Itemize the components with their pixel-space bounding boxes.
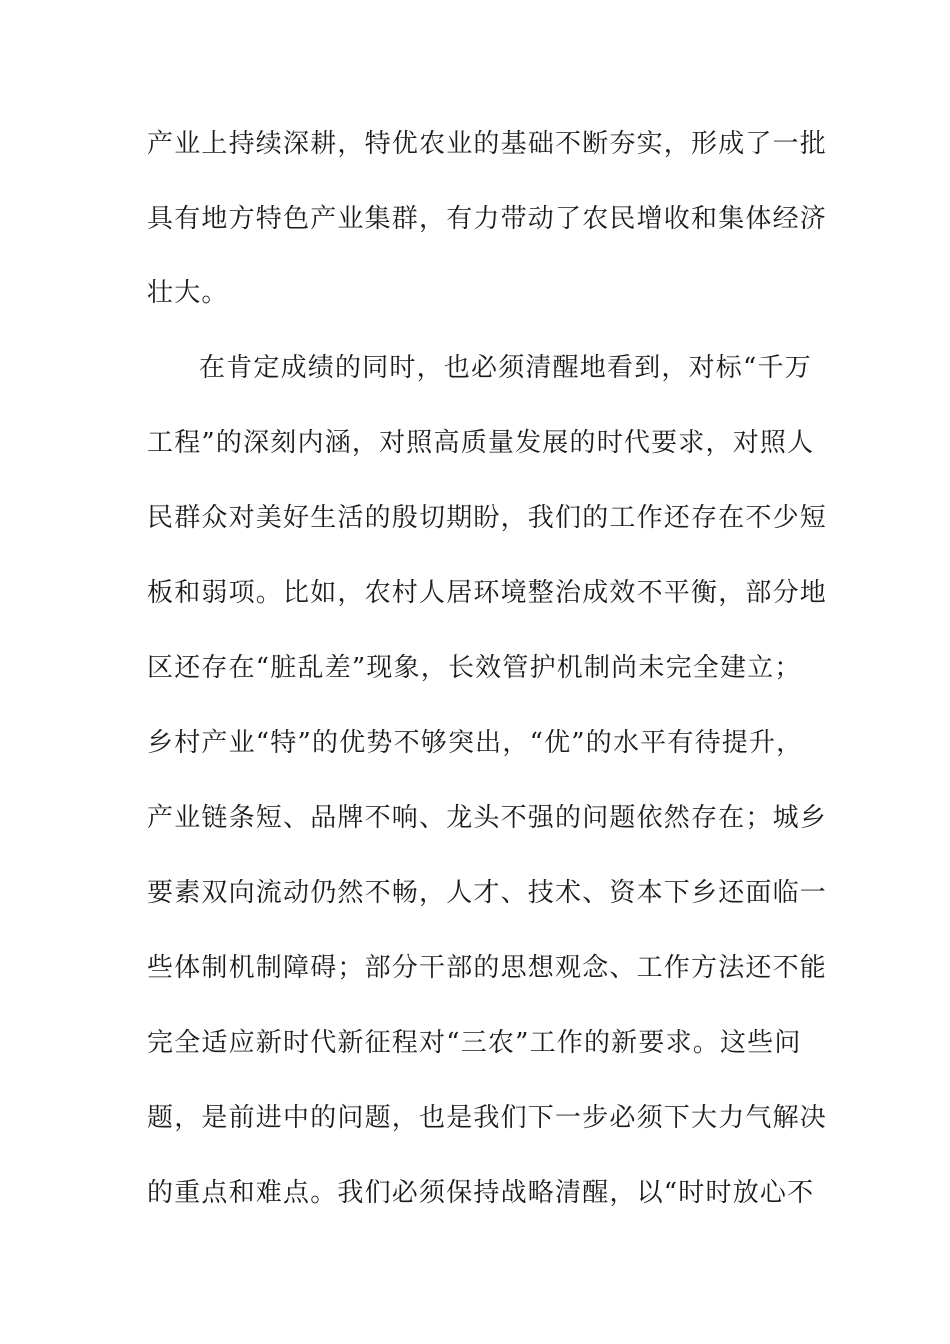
text-line-10: 产业链条短、品牌不响、龙头不强的问题依然存在；城乡 bbox=[147, 803, 828, 833]
text-line-3: 壮大。 bbox=[147, 278, 229, 308]
paragraph-start-line: 在肯定成绩的同时，也必须清醒地看到，对标“千万 bbox=[199, 353, 812, 383]
text-line-5: 工程”的深刻内涵，对照高质量发展的时代要求，对照人 bbox=[147, 428, 815, 458]
text-line-14: 题，是前进中的问题，也是我们下一步必须下大力气解决 bbox=[147, 1103, 828, 1133]
text-line-13: 完全适应新时代新征程对“三农”工作的新要求。这些问 bbox=[147, 1028, 802, 1058]
text-line-9: 乡村产业“特”的优势不够突出，“优”的水平有待提升， bbox=[147, 728, 804, 758]
text-line-11: 要素双向流动仍然不畅，人才、技术、资本下乡还面临一 bbox=[147, 878, 828, 908]
text-line-8: 区还存在“脏乱差”现象，长效管护机制尚未完全建立； bbox=[147, 653, 802, 683]
text-line-2: 具有地方特色产业集群，有力带动了农民增收和集体经济 bbox=[147, 204, 828, 234]
text-line-7: 板和弱项。比如，农村人居环境整治成效不平衡，部分地 bbox=[147, 578, 828, 608]
text-line-12: 些体制机制障碍；部分干部的思想观念、工作方法还不能 bbox=[147, 953, 828, 983]
text-line-15: 的重点和难点。我们必须保持战略清醒，以“时时放心不 bbox=[147, 1178, 815, 1208]
text-line-1: 产业上持续深耕，特优农业的基础不断夯实，形成了一批 bbox=[147, 129, 828, 159]
text-line-6: 民群众对美好生活的殷切期盼，我们的工作还存在不少短 bbox=[147, 503, 828, 533]
